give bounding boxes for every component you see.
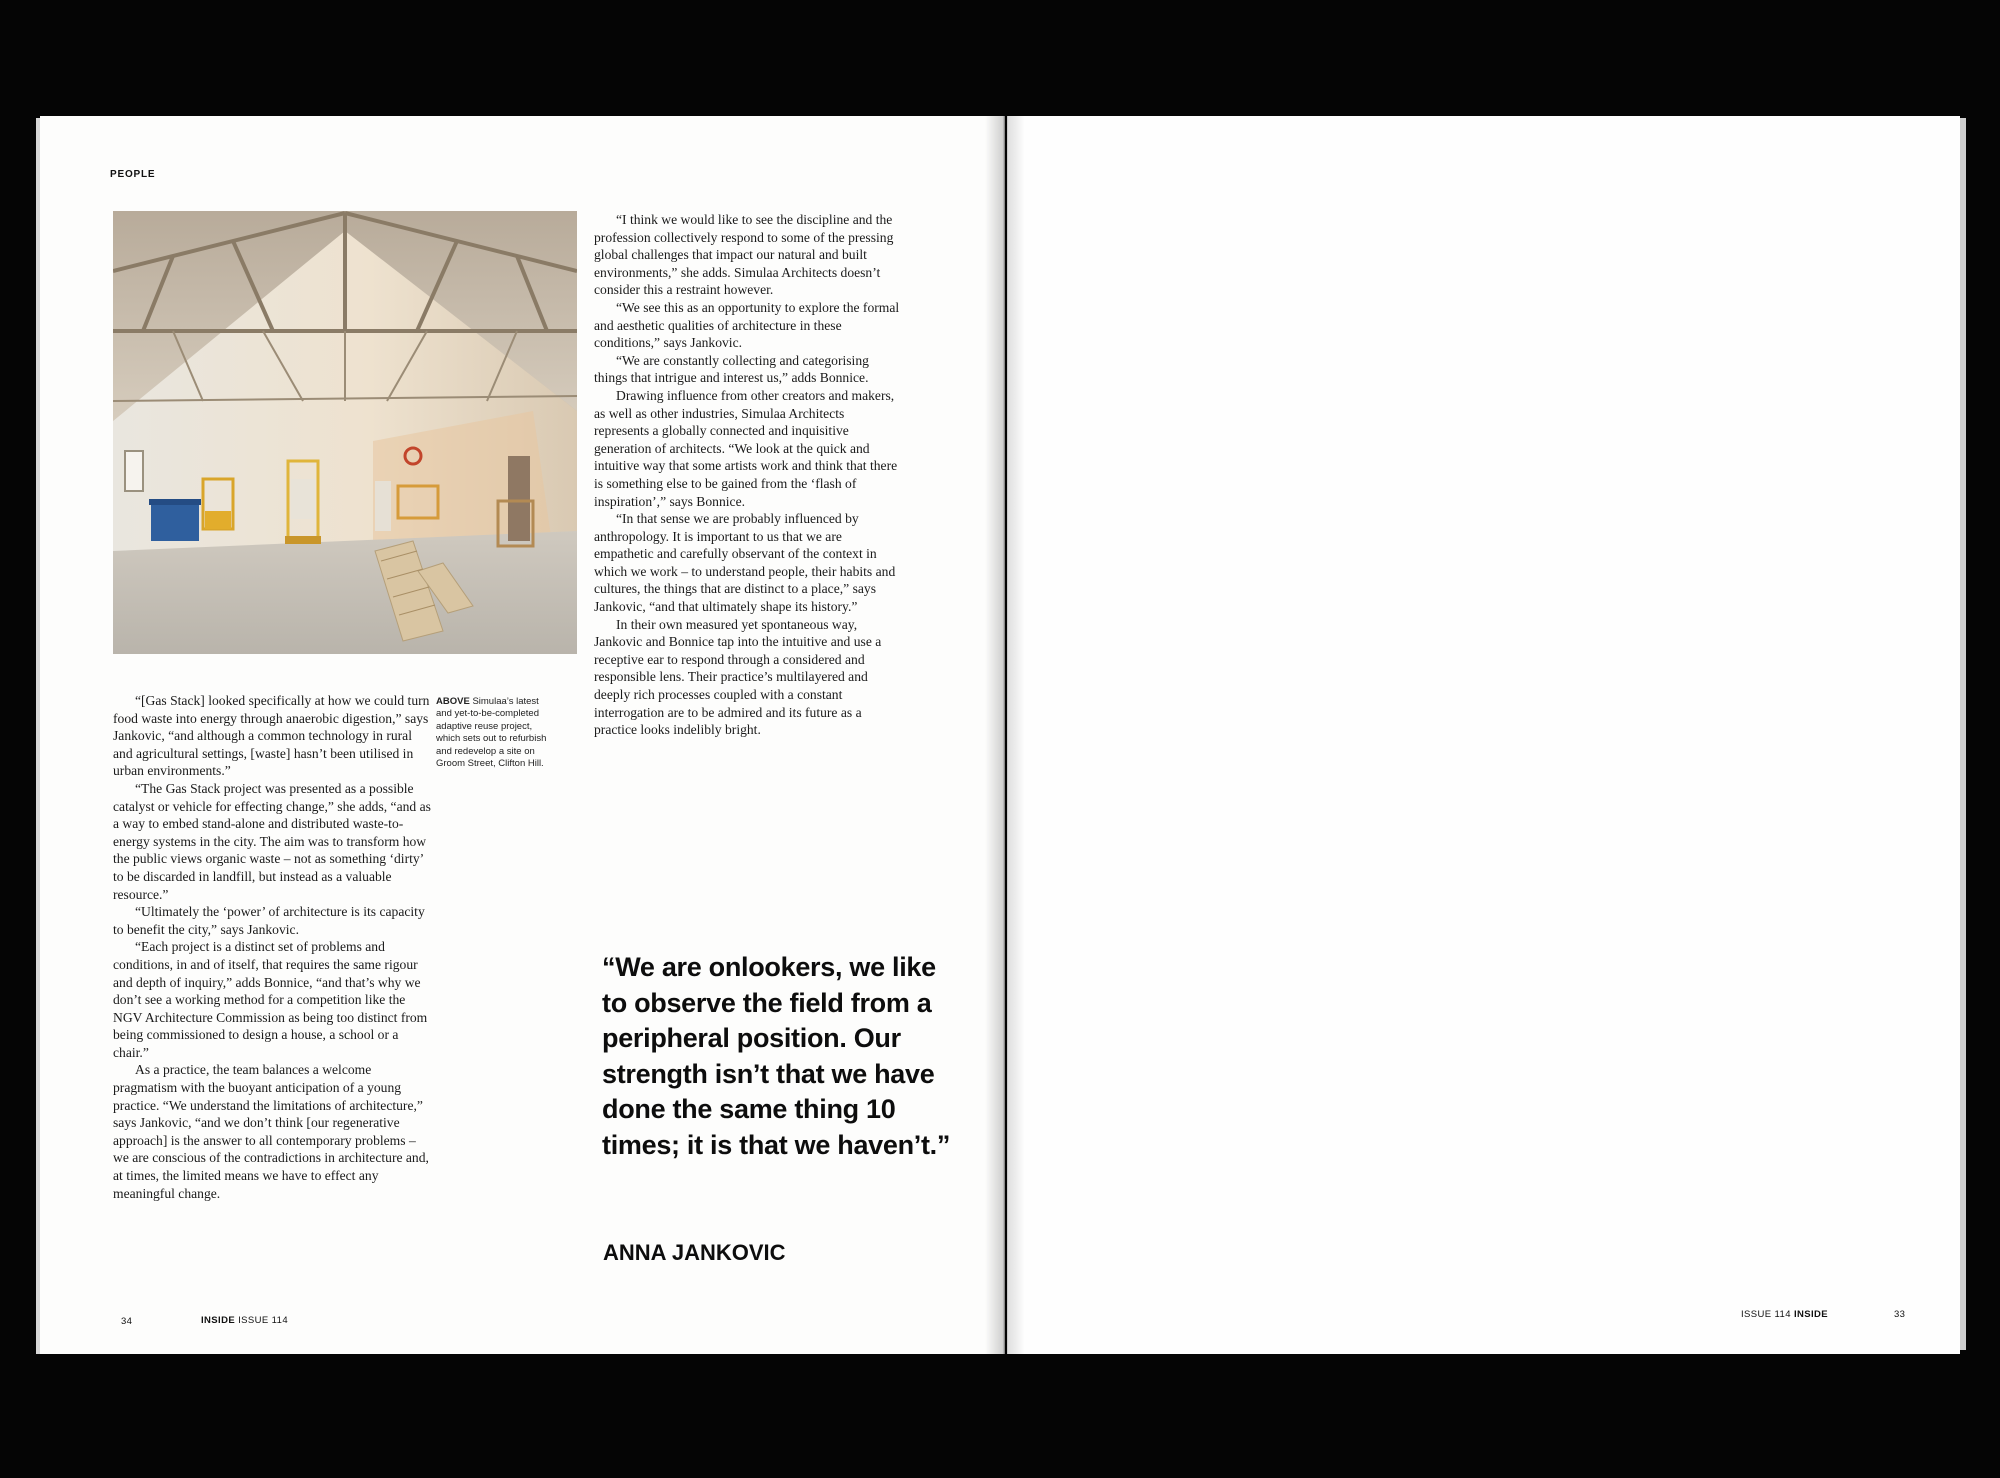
article-column-right — [594, 211, 902, 739]
warehouse-interior-photo — [113, 211, 577, 654]
photo-caption — [436, 696, 548, 770]
right-page — [1007, 116, 1960, 1354]
paragraph: “[Gas Stack] looked specifically at how we could turn food waste into energy through anaerobic digestion,” says Jankovic, “and although a common technology in rural and agricultural settings, [waste] hasn’t been utilised in urban environments.” — [113, 693, 430, 779]
paragraph: “The Gas Stack project was presented as a possible catalyst or vehicle for effecting change,” she adds, “and as a way to embed stand-alone and distributed waste-to-energy systems in the city. The aim was to transform how the public views organic waste – not as something ‘dirty’ to be discarded in landfill, but instead as a valuable resource.” — [113, 780, 431, 902]
issue-number: ISSUE 114 — [1741, 1309, 1791, 1320]
paragraph: “Ultimately the ‘power’ of architecture is its capacity to benefit the city,” says Jankovic. — [113, 904, 425, 937]
spine-gutter — [985, 116, 1025, 1354]
magazine-name: INSIDE — [1793, 1309, 1829, 1320]
page-number-left: 34 — [121, 1316, 133, 1327]
folio-right — [1741, 1309, 1828, 1320]
paragraph: “Each project is a distinct set of problems and conditions, in and of itself, that requires the same rigour and depth of inquiry,” adds Bonnice, “and that’s why we don’t see a working method for a competition like the NGV Architecture Commission as being too distinct from being commissioned to design a house, a school or a chair.” — [113, 939, 428, 1060]
folio-left — [201, 1315, 288, 1326]
paragraph: “I think we would like to see the discipline and the profession collectively respond to some of the pressing global challenges that impact our natural and built environments,” she adds. Simulaa Architects doesn’t consider this a restraint however. — [594, 212, 894, 298]
paragraph: “We are constantly collecting and categorising things that intrigue and interest us,” adds Bonnice. — [594, 352, 869, 386]
pull-quote: “We are onlookers, we like to observe the field from a peripheral position. Our strength isn’t that we have done the same thing 10 times; it is that we haven’t.” — [602, 952, 951, 1160]
paragraph: As a practice, the team balances a welcome pragmatism with the buoyant anticipation of a young practice. “We understand the limitations of architecture,” says Jankovic, “and we don’t think [our regenerative approach] is the answer to all contemporary problems – we are conscious of the contradictions in architecture and, at times, the limited means we have to effect any meaningful change. — [113, 1062, 429, 1201]
caption-text: Simulaa’s latest and yet-to-be-completed adaptive reuse project, which sets out to refurbish and redevelop a site on Groom Street, Clifton Hill. — [436, 696, 547, 770]
paragraph: Drawing influence from other creators and makers, as well as other industries, Simulaa Architects represents a globally connected and inquisitive generation of architects. “We look at the quick and intuitive way that some artists work and think that there is something else to be gained from the ‘flash of inspiration’,” says Bonnice. — [594, 387, 898, 509]
issue-number: ISSUE 114 — [238, 1315, 289, 1326]
paragraph: “We see this as an opportunity to explore the formal and aesthetic qualities of architecture in these conditions,” says Jankovic. — [594, 299, 900, 351]
section-label: PEOPLE — [110, 169, 156, 180]
page-edge-right — [1960, 118, 1966, 1350]
paragraph: In their own measured yet spontaneous way, Jankovic and Bonnice tap into the intuitive and use a receptive ear to respond through a considered and responsible lens. Their practice’s multilayered and deeply rich processes coupled with a constant interrogation are to be admired and its future as a practice looks indelibly bright. — [594, 616, 882, 738]
caption-label: ABOVE — [436, 696, 470, 707]
pull-quote-attribution: ANNA JANKOVIC — [603, 1240, 786, 1265]
paragraph: “In that sense we are probably influenced by anthropology. It is important to us that we are empathetic and carefully observant of the context in which we work – to understand people, their habits and cultures, the things that are distinct to a place,” says Jankovic, “and that ultimately shape its history.” — [594, 511, 896, 615]
page-number-right: 33 — [1894, 1309, 1906, 1320]
magazine-name: INSIDE — [201, 1315, 236, 1326]
article-column-left — [113, 692, 431, 1202]
